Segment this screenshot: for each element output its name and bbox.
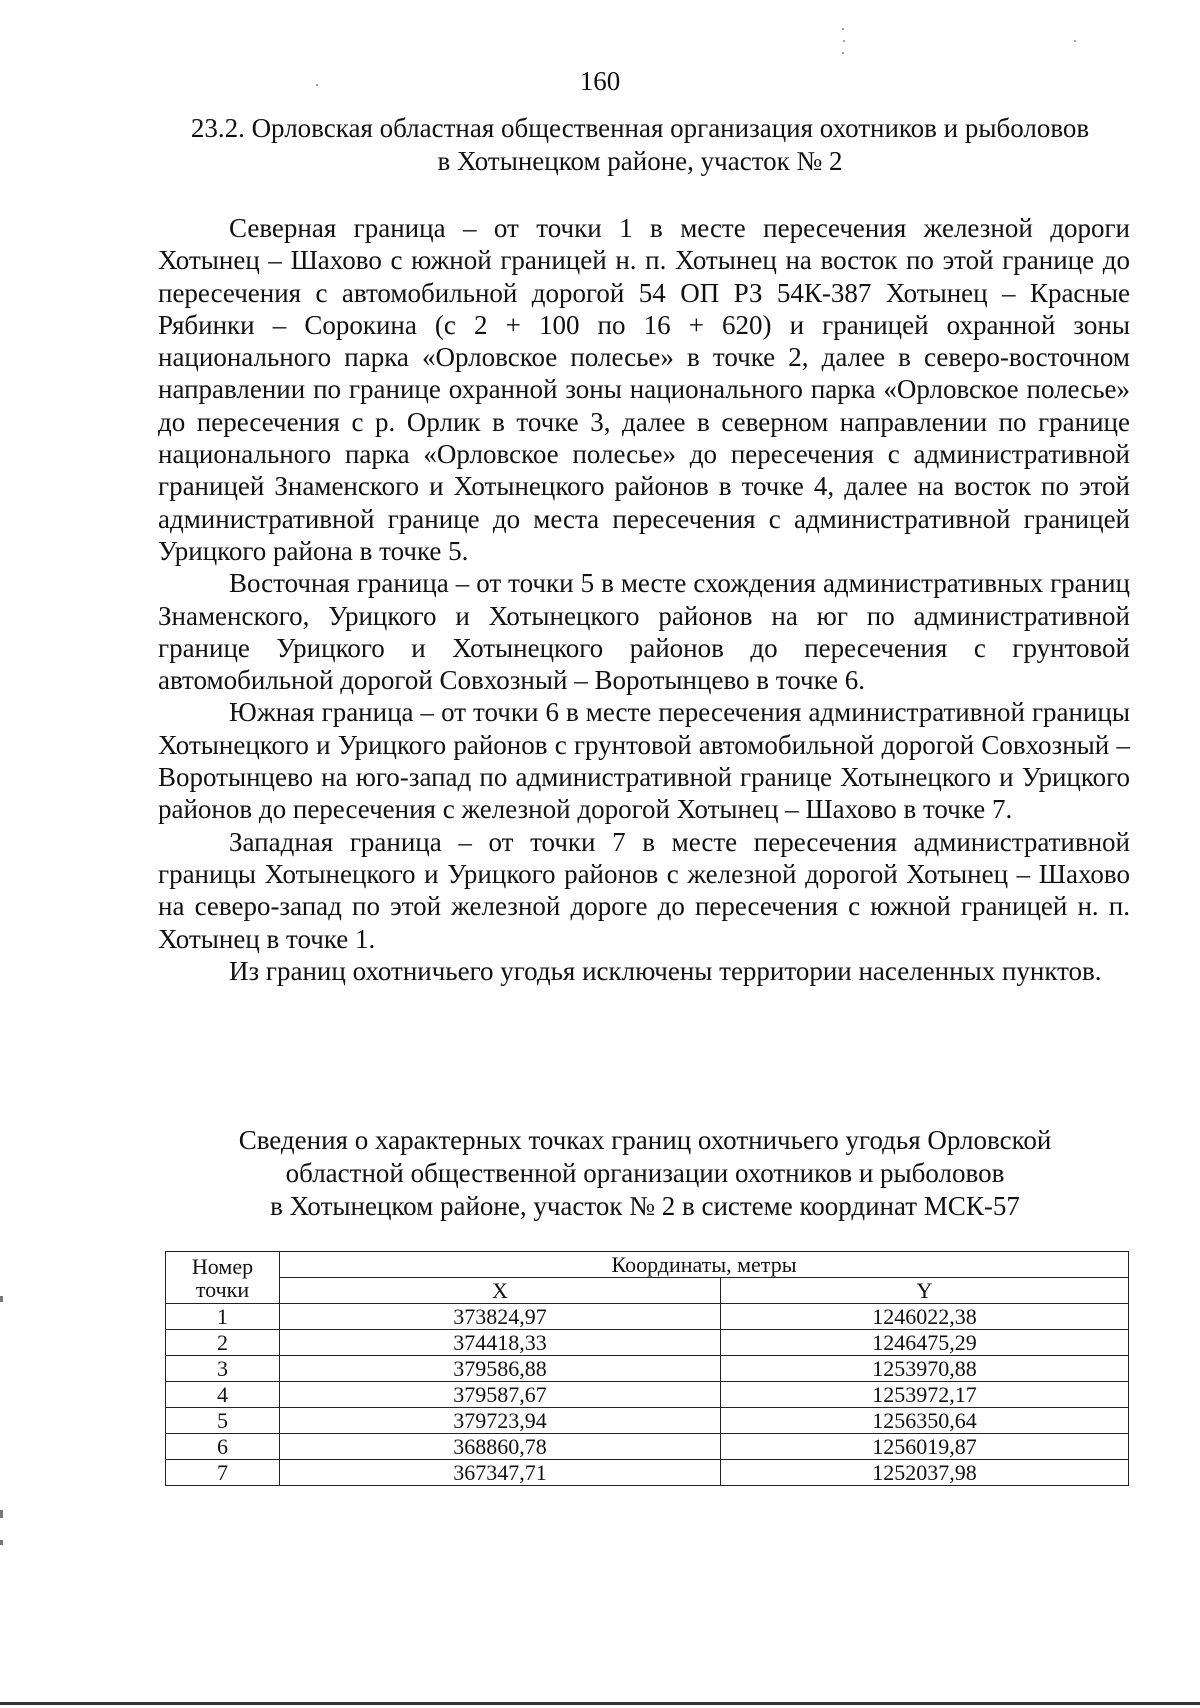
scan-speck	[842, 28, 844, 30]
scan-artifact	[0, 1540, 3, 1545]
header-point-number: Номер точки	[166, 1252, 280, 1304]
scan-speck	[842, 52, 844, 54]
header-y: Y	[721, 1278, 1129, 1304]
cell-x: 368860,78	[280, 1434, 721, 1460]
coordinates-table	[165, 1251, 1129, 1486]
header-x: X	[280, 1278, 721, 1304]
table-caption-line-2: областной общественной организации охотников и рыболовов	[285, 1158, 1005, 1188]
table-row	[166, 1434, 1129, 1460]
table-row	[166, 1356, 1129, 1382]
cell-y: 1246022,38	[721, 1304, 1129, 1330]
cell-y: 1253970,88	[721, 1356, 1129, 1382]
cell-y: 1253972,17	[721, 1382, 1129, 1408]
cell-y: 1252037,98	[721, 1460, 1129, 1486]
header-coordinates: Координаты, метры	[280, 1252, 1129, 1278]
cell-point: 1	[166, 1304, 280, 1330]
table-caption-line-3: в Хотынецком районе, участок № 2 в системе координат МСК-57	[270, 1191, 1020, 1221]
east-boundary-paragraph: Восточная граница – от точки 5 в месте схождения административных границ Знаменского, Урицкого и Хотынецкого районов на юг по административной границе Урицкого и Хотынецкого районов до пересечения с грунтовой автомобильной дорогой Совхозный – Воротынцево в точке 6.	[158, 568, 1130, 696]
scan-speck	[843, 40, 845, 42]
cell-x: 379586,88	[280, 1356, 721, 1382]
south-boundary-paragraph: Южная граница – от точки 6 в месте пересечения административной границы Хотынецкого и Урицкого районов с грунтовой автомобильной дорогой Совхозный – Воротынцево на юго-запад по административной границе Хотынецкого и Урицкого районов до пересечения с железной дорогой Хотынец – Шахово в точке 7.	[158, 697, 1130, 825]
cell-y: 1246475,29	[721, 1330, 1129, 1356]
table-caption-line-1: Сведения о характерных точках границ охотничьего угодья Орловской	[238, 1125, 1052, 1155]
exclusion-paragraph: Из границ охотничьего угодья исключены территории населенных пунктов.	[229, 955, 1102, 986]
north-boundary-paragraph: Северная граница – от точки 1 в месте пересечения железной дороги Хотынец – Шахово с южной границей н. п. Хотынец на восток по этой границе до пересечения с автомобильной дорогой 54 ОП РЗ 54К-387 Хотынец – Красные Рябинки – Сорокина (с 2 + 100 по 16 + 620) и границей охранной зоны национального парка «Орловское полесье» в точке 2, далее в северо-восточном направлении по границе охранной зоны национального парка «Орловское полесье» до пересечения с р. Орлик в точке 3, далее в северном направлении по границе национального парка «Орловское полесье» до пересечения с административной границей Знаменского и Хотынецкого районов в точке 4, далее на восток по этой административной границе до места пересечения с административной границей Урицкого района в точке 5.	[158, 213, 1130, 566]
section-title-line-2: в Хотынецком районе, участок № 2	[437, 146, 843, 176]
cell-y: 1256019,87	[721, 1434, 1129, 1460]
table-caption	[150, 1124, 1140, 1223]
cell-x: 379723,94	[280, 1408, 721, 1434]
scan-artifact	[0, 1510, 3, 1518]
cell-x: 379587,67	[280, 1382, 721, 1408]
cell-x: 367347,71	[280, 1460, 721, 1486]
section-title	[140, 112, 1140, 178]
scan-artifact	[0, 1296, 3, 1302]
section-title-line-1: 23.2. Орловская областная общественная организация охотников и рыболовов	[190, 113, 1090, 143]
scan-edge	[0, 1702, 1200, 1705]
table-row	[166, 1330, 1129, 1356]
cell-x: 374418,33	[280, 1330, 721, 1356]
cell-point: 5	[166, 1408, 280, 1434]
cell-x: 373824,97	[280, 1304, 721, 1330]
scan-speck	[1074, 40, 1076, 42]
cell-point: 4	[166, 1382, 280, 1408]
west-boundary-paragraph: Западная граница – от точки 7 в месте пересечения административной границы Хотынецкого и Урицкого районов с железной дорогой Хотынец – Шахово на северо-запад по этой железной дороге до пересечения с южной границей н. п. Хотынец в точке 1.	[158, 826, 1130, 954]
boundary-description	[158, 212, 1130, 987]
page-number: 160	[579, 66, 621, 96]
cell-point: 7	[166, 1460, 280, 1486]
table-row	[166, 1304, 1129, 1330]
cell-point: 3	[166, 1356, 280, 1382]
table-row	[166, 1460, 1129, 1486]
scan-speck	[316, 84, 318, 86]
cell-point: 6	[166, 1434, 280, 1460]
table-row	[166, 1382, 1129, 1408]
cell-y: 1256350,64	[721, 1408, 1129, 1434]
cell-point: 2	[166, 1330, 280, 1356]
table-row	[166, 1408, 1129, 1434]
